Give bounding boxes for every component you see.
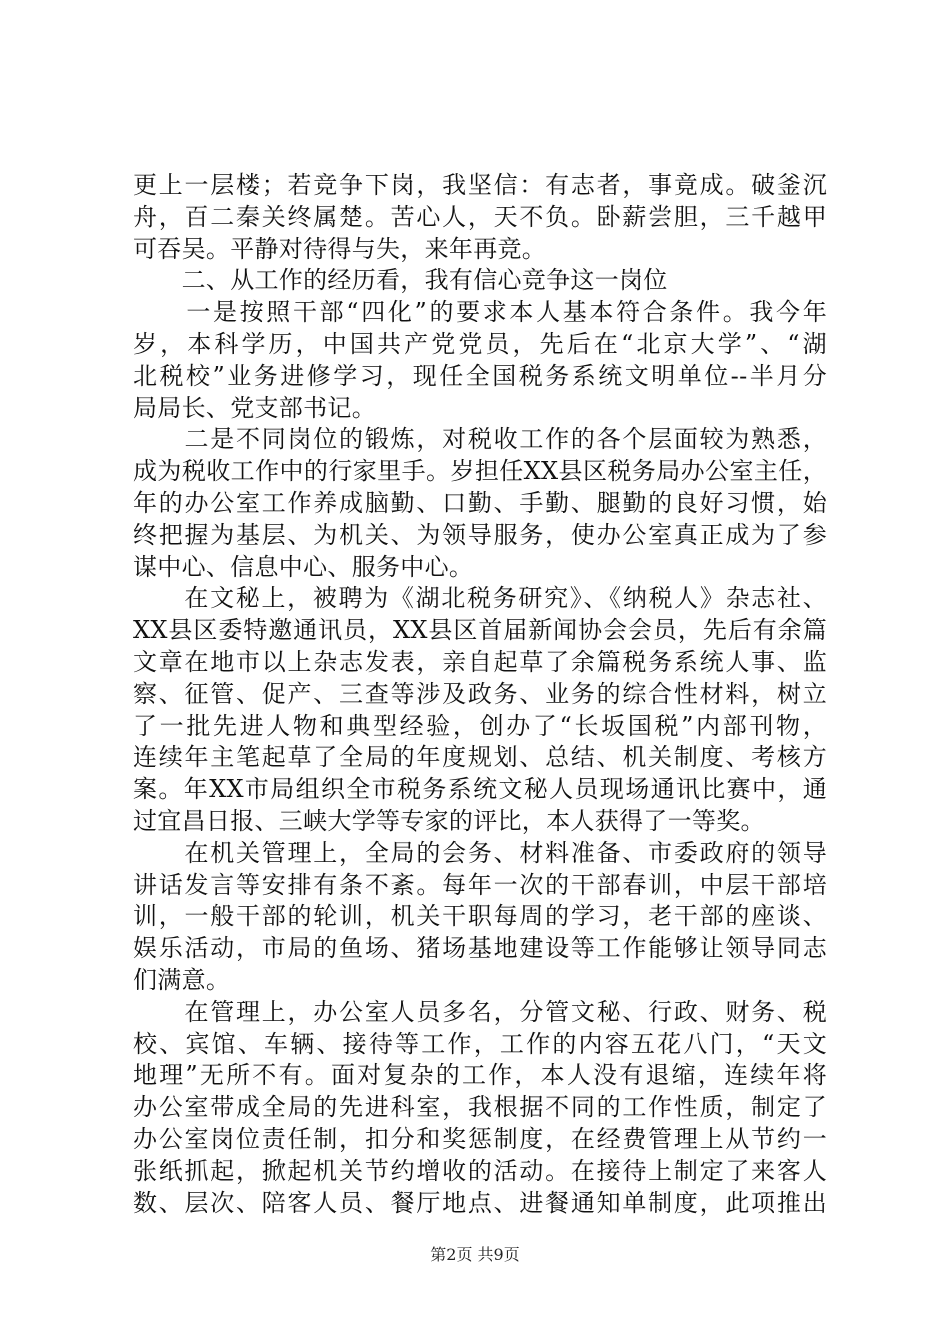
text-line: 们满意。	[133, 965, 231, 994]
text-line: 了一批先进人物和典型经验，创办了“长坂国税”内部刊物，	[133, 711, 827, 740]
text-line: 更上一层楼；若竞争下岗，我坚信：有志者，事竟成。破釜沉	[133, 171, 827, 199]
text-line: 张纸抓起，掀起机关节约增收的活动。在接待上制定了来客人	[133, 1156, 827, 1185]
text-line: 年的办公室工作养成脑勤、口勤、手勤、腿勤的良好习惯，始	[133, 488, 827, 517]
text-line: 娱乐活动，市局的鱼场、猪场基地建设等工作能够让领导同志	[133, 934, 827, 963]
text-line: 在文秘上，被聘为《湖北税务研究》、《纳税人》杂志社、	[133, 584, 827, 613]
text-line: 连续年主笔起草了全局的年度规划、总结、机关制度、考核方	[133, 743, 827, 772]
document-body	[133, 170, 827, 1219]
text-line: 在管理上，办公室人员多名，分管文秘、行政、财务、税	[133, 997, 827, 1026]
page-footer	[0, 1245, 950, 1265]
text-line: 文章在地市以上杂志发表，亲自起草了余篇税务系统人事、监	[133, 647, 827, 676]
text-line: 终把握为基层、为机关、为领导服务，使办公室真正成为了参	[133, 520, 827, 549]
text-line: 谋中心、信息中心、服务中心。	[133, 552, 474, 581]
text-line: 讲话发言等安排有条不紊。每年一次的干部春训，中层干部培	[133, 870, 827, 899]
text-line: 局局长、党支部书记。	[133, 393, 376, 422]
text-line: 在机关管理上，全局的会务、材料准备、市委政府的领导	[133, 838, 827, 867]
text-line: 办公室带成全局的先进科室，我根据不同的工作性质，制定了	[133, 1093, 827, 1122]
text-line: 办公室岗位责任制，扣分和奖惩制度，在经费管理上从节约一	[133, 1124, 827, 1153]
text-line: 数、层次、陪客人员、餐厅地点、进餐通知单制度，此项推出	[133, 1188, 827, 1217]
text-line: 北税校”业务进修学习，现任全国税务系统文明单位--半月分	[133, 361, 827, 390]
text-line: 察、征管、促产、三查等涉及政务、业务的综合性材料，树立	[133, 679, 827, 708]
text-line: 二是不同岗位的锻炼，对税收工作的各个层面较为熟悉，	[133, 425, 827, 454]
section-heading: 二、从工作的经历看，我有信心竞争这一岗位	[133, 266, 668, 295]
text-line: 过宜昌日报、三峡大学等专家的评比，本人获得了一等奖。	[133, 806, 765, 835]
text-line: XX县区委特邀通讯员，XX县区首届新闻协会会员，先后有余篇	[133, 616, 827, 645]
text-line: 成为税收工作中的行家里手。岁担任XX县区税务局办公室主任，	[133, 457, 827, 486]
page-number: 第2页 共9页	[430, 1245, 520, 1264]
text-line: 岁，本科学历，中国共产党党员，先后在“北京大学”、“湖	[133, 329, 827, 358]
text-line: 训，一般干部的轮训，机关干职每周的学习，老干部的座谈、	[133, 902, 827, 931]
text-line: 可吞吴。平静对待得与失，来年再竞。	[133, 234, 547, 263]
text-line: 地理”无所不有。面对复杂的工作，本人没有退缩，连续年将	[133, 1061, 827, 1090]
text-line: 一是按照干部“四化”的要求本人基本符合条件。我今年	[133, 298, 827, 327]
text-line: 舟，百二秦关终属楚。苦心人，天不负。卧薪尝胆，三千越甲	[133, 202, 827, 231]
text-line: 案。年XX市局组织全市税务系统文秘人员现场通讯比赛中，通	[133, 775, 827, 804]
text-line: 校、宾馆、车辆、接待等工作，工作的内容五花八门，“天文	[133, 1029, 827, 1058]
